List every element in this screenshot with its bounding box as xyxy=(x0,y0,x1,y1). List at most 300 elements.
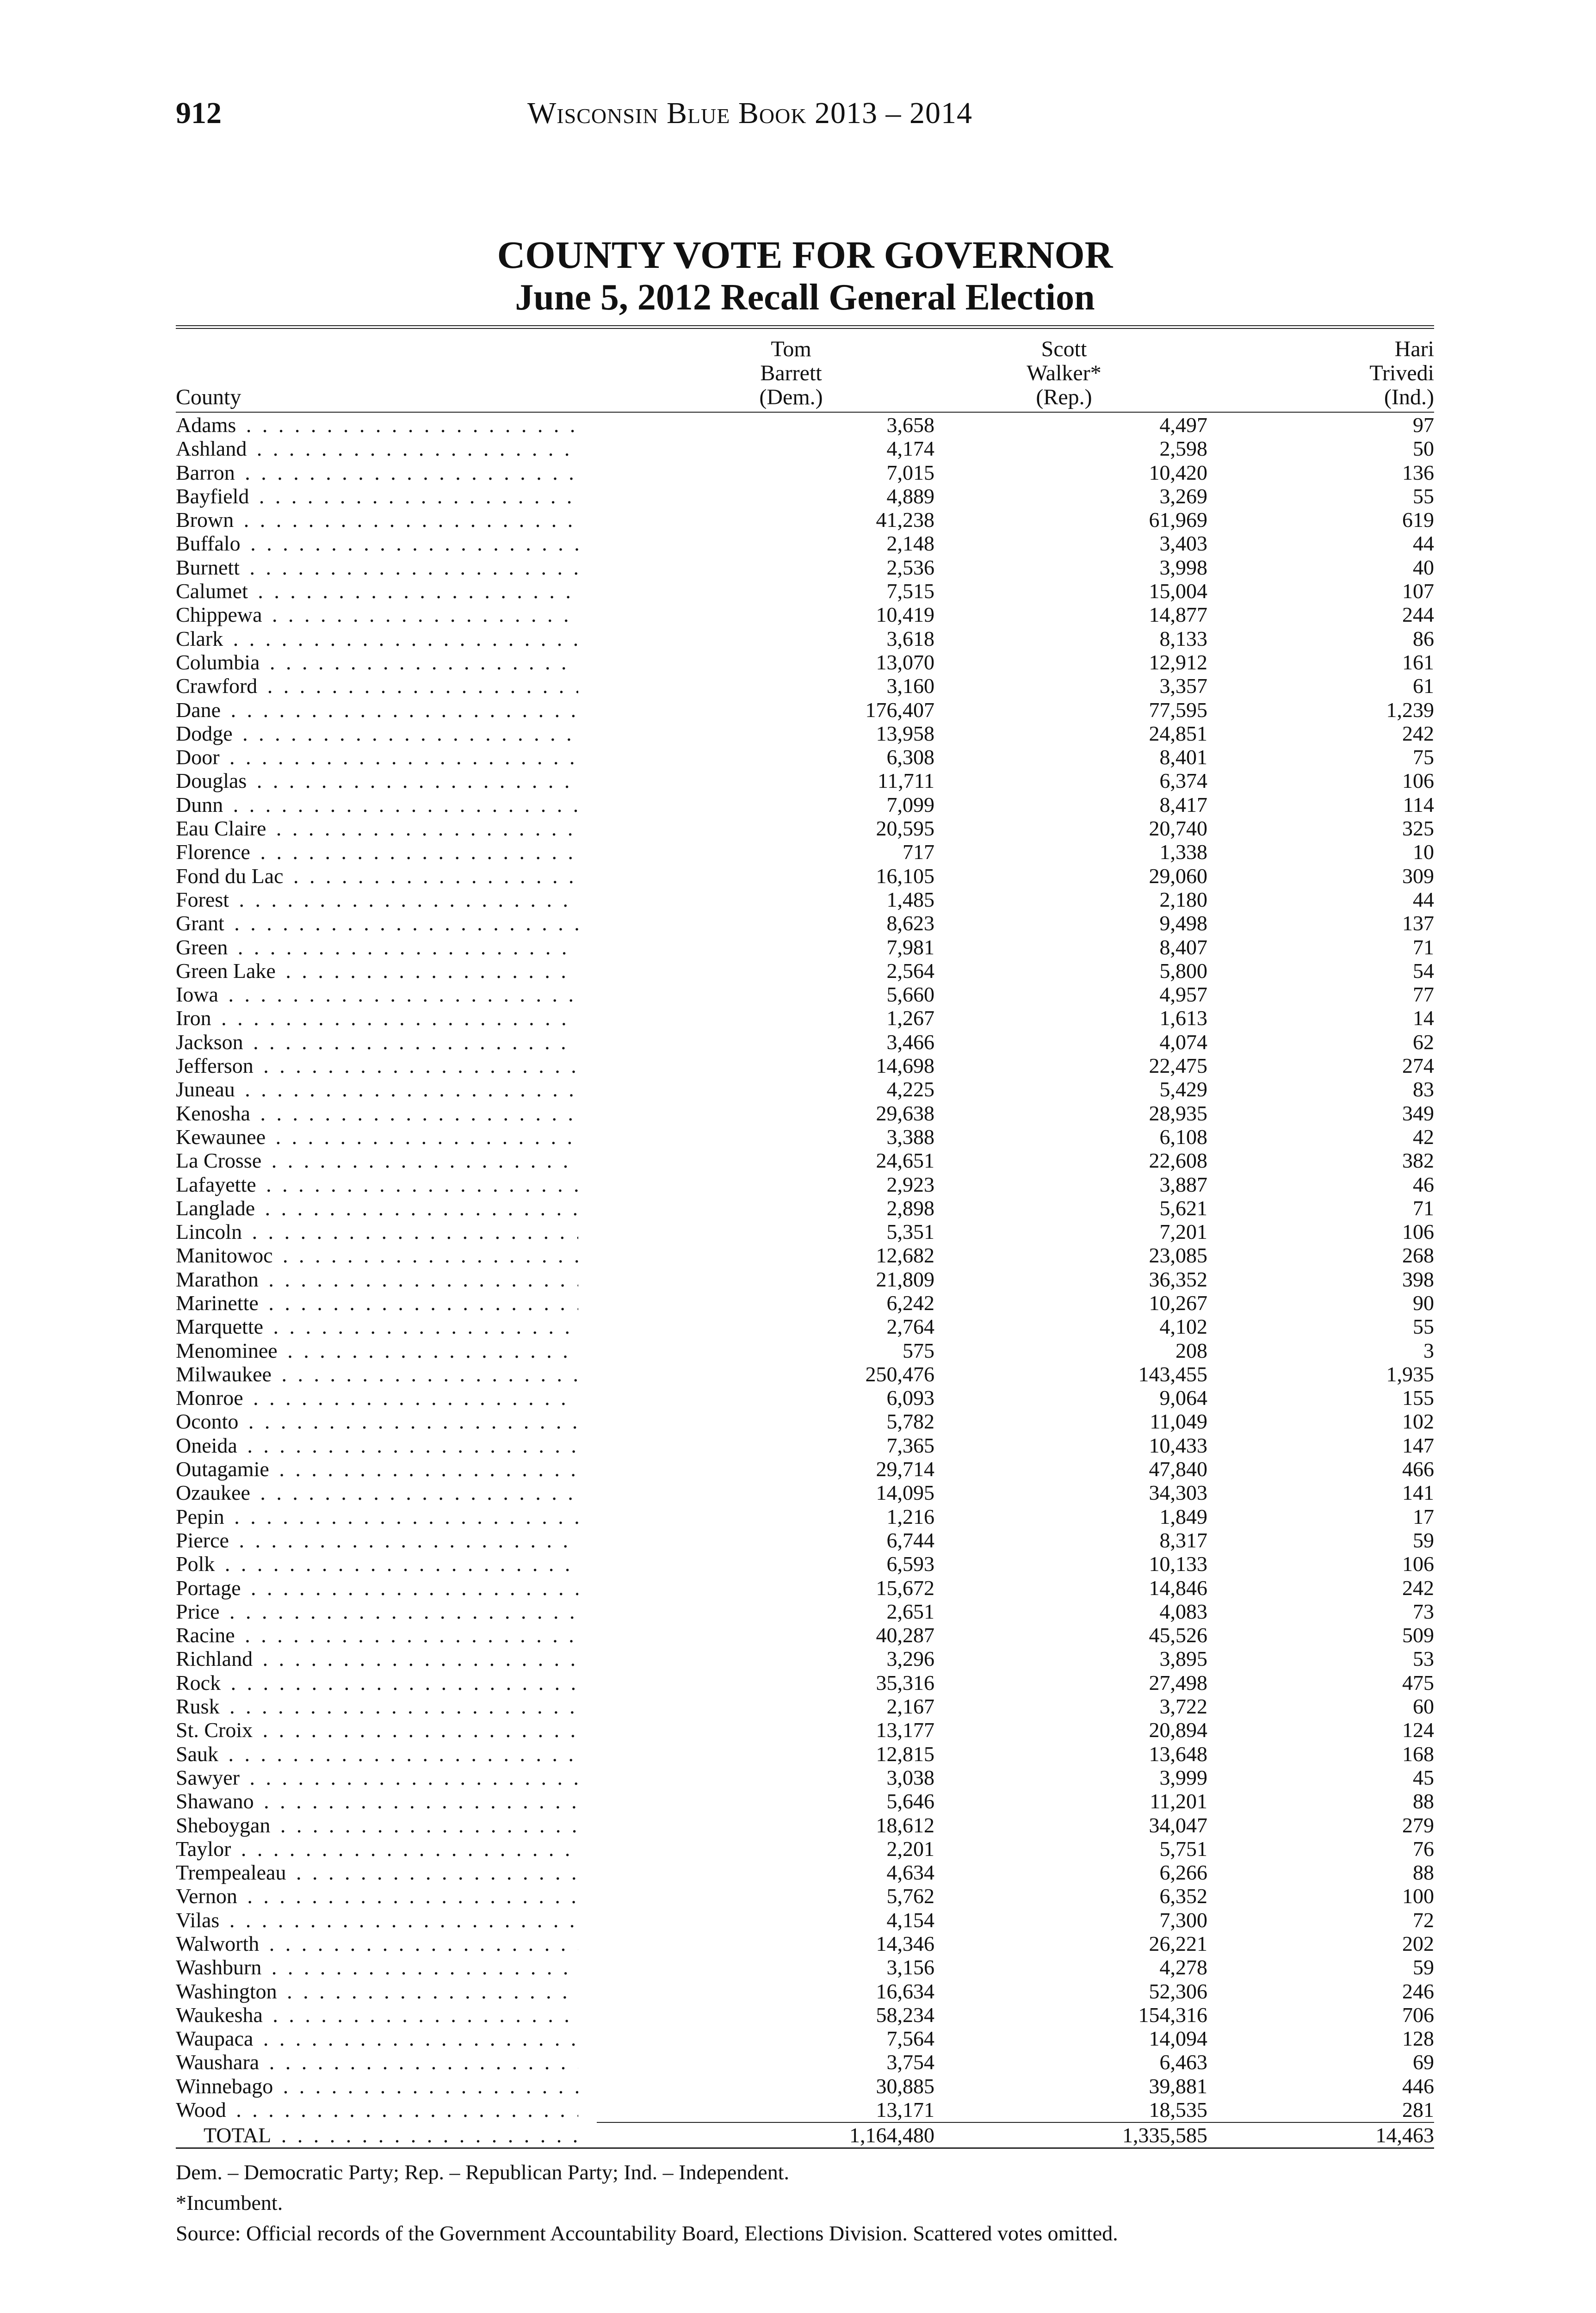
trivedi-votes: 124 xyxy=(1402,1718,1434,1742)
table-row xyxy=(176,793,1434,816)
trivedi-votes: 268 xyxy=(1402,1243,1434,1268)
trivedi-votes: 106 xyxy=(1402,1220,1434,1244)
county-cell: Columbia . . . xyxy=(176,650,578,674)
walker-votes: 4,074 xyxy=(1159,1030,1207,1054)
trivedi-votes: 71 xyxy=(1413,1196,1434,1220)
barrett-votes: 7,015 xyxy=(886,460,934,484)
barrett-votes: 3,038 xyxy=(886,1765,934,1789)
trivedi-votes: 147 xyxy=(1402,1433,1434,1457)
trivedi-votes: 88 xyxy=(1413,1789,1434,1813)
barrett-votes: 2,148 xyxy=(886,532,934,556)
table-row xyxy=(176,1718,1434,1742)
barrett-votes: 16,105 xyxy=(876,864,934,888)
barrett-votes: 3,618 xyxy=(886,626,934,650)
table-row xyxy=(176,1434,1434,1457)
walker-votes: 8,417 xyxy=(1159,792,1207,816)
barrett-votes: 5,762 xyxy=(886,1884,934,1908)
walker-votes: 6,352 xyxy=(1159,1884,1207,1908)
table-row xyxy=(176,1410,1434,1433)
county-cell: Rusk . . . xyxy=(176,1695,578,1718)
barrett-votes: 6,242 xyxy=(886,1291,934,1315)
trivedi-votes: 309 xyxy=(1402,864,1434,888)
barrett-votes: 13,177 xyxy=(876,1718,934,1742)
barrett-votes: 2,923 xyxy=(886,1172,934,1196)
table-row xyxy=(176,556,1434,579)
table-row xyxy=(176,1339,1434,1362)
barrett-votes: 6,744 xyxy=(886,1528,934,1552)
table-row xyxy=(176,1695,1434,1718)
county-cell: Burnett . . . xyxy=(176,556,578,579)
county-cell: Oconto . . . xyxy=(176,1410,578,1433)
footnotes xyxy=(176,2157,1434,2249)
walker-votes: 7,201 xyxy=(1159,1220,1207,1244)
county-cell: Wood . . . xyxy=(176,2098,578,2121)
walker-votes: 4,278 xyxy=(1159,1955,1207,1979)
trivedi-votes: 97 xyxy=(1413,413,1434,437)
county-cell: Walworth . . . xyxy=(176,1932,578,1955)
walker-votes: 8,317 xyxy=(1159,1528,1207,1552)
table-row xyxy=(176,508,1434,532)
county-cell: Lincoln . . . xyxy=(176,1220,578,1243)
total-label-cell: TOTAL . . . xyxy=(176,2123,578,2147)
barrett-votes: 2,536 xyxy=(886,555,934,579)
barrett-votes: 40,287 xyxy=(876,1623,934,1647)
county-cell: Portage . . . xyxy=(176,1576,578,1600)
trivedi-votes: 88 xyxy=(1413,1861,1434,1885)
table-row xyxy=(176,437,1434,460)
walker-votes: 4,497 xyxy=(1159,413,1207,437)
table-row xyxy=(176,840,1434,864)
table-row xyxy=(176,816,1434,840)
column-header-trivedi: Hari Trivedi (Ind.) xyxy=(1369,337,1434,409)
walker-votes: 6,463 xyxy=(1159,2050,1207,2074)
table-row xyxy=(176,1813,1434,1837)
walker-votes: 154,316 xyxy=(1138,2003,1207,2027)
barrett-votes: 4,154 xyxy=(886,1908,934,1932)
barrett-votes: 18,612 xyxy=(876,1813,934,1837)
trivedi-votes: 44 xyxy=(1413,532,1434,556)
walker-votes: 6,266 xyxy=(1159,1861,1207,1885)
barrett-votes: 14,698 xyxy=(876,1054,934,1078)
barrett-votes: 3,296 xyxy=(886,1647,934,1671)
table-row xyxy=(176,1362,1434,1386)
trivedi-votes: 141 xyxy=(1402,1481,1434,1505)
county-cell: Monroe . . . xyxy=(176,1386,578,1410)
county-cell: Milwaukee . . . xyxy=(176,1362,578,1386)
trivedi-votes: 40 xyxy=(1413,555,1434,579)
walker-votes: 27,498 xyxy=(1149,1670,1207,1695)
total-row xyxy=(176,2123,1434,2147)
trivedi-votes: 90 xyxy=(1413,1291,1434,1315)
barrett-votes: 6,093 xyxy=(886,1386,934,1410)
barrett-votes: 7,099 xyxy=(886,792,934,816)
county-cell: Door . . . xyxy=(176,745,578,769)
county-cell: Manitowoc . . . xyxy=(176,1243,578,1267)
trivedi-votes: 3 xyxy=(1423,1338,1434,1362)
county-cell: Waushara . . . xyxy=(176,2050,578,2074)
barrett-votes: 35,316 xyxy=(876,1670,934,1695)
walker-votes: 14,877 xyxy=(1149,603,1207,627)
footnote: Source: Official records of the Government Accountability Board, Elections Division. Scattered votes omitted. xyxy=(176,2221,1118,2245)
trivedi-votes: 73 xyxy=(1413,1599,1434,1623)
walker-votes: 8,407 xyxy=(1159,935,1207,959)
barrett-votes: 29,714 xyxy=(876,1457,934,1481)
barrett-votes: 24,651 xyxy=(876,1149,934,1173)
county-cell: Sauk . . . xyxy=(176,1742,578,1766)
walker-votes: 208 xyxy=(1175,1338,1207,1362)
county-cell: Clark . . . xyxy=(176,627,578,650)
walker-votes: 2,180 xyxy=(1159,887,1207,911)
county-cell: Shawano . . . xyxy=(176,1789,578,1813)
barrett-votes: 2,201 xyxy=(886,1837,934,1861)
barrett-votes: 4,225 xyxy=(886,1077,934,1101)
walker-votes: 39,881 xyxy=(1149,2074,1207,2098)
table-row xyxy=(176,1173,1434,1196)
table-row xyxy=(176,484,1434,508)
trivedi-votes: 446 xyxy=(1402,2074,1434,2098)
trivedi-votes: 44 xyxy=(1413,887,1434,911)
table-row xyxy=(176,674,1434,698)
table-row xyxy=(176,1528,1434,1552)
footnote: Dem. – Democratic Party; Rep. – Republican Party; Ind. – Independent. xyxy=(176,2160,789,2184)
barrett-votes: 15,672 xyxy=(876,1576,934,1600)
table-row xyxy=(176,2027,1434,2050)
walker-votes: 3,887 xyxy=(1159,1172,1207,1196)
table-row xyxy=(176,1125,1434,1149)
walker-votes: 12,912 xyxy=(1149,650,1207,674)
barrett-votes: 2,167 xyxy=(886,1695,934,1719)
walker-votes: 14,846 xyxy=(1149,1576,1207,1600)
table-row xyxy=(176,1268,1434,1291)
county-cell: Forest . . . xyxy=(176,888,578,911)
trivedi-votes: 62 xyxy=(1413,1030,1434,1054)
trivedi-votes: 349 xyxy=(1402,1101,1434,1125)
county-cell: Chippewa . . . xyxy=(176,603,578,626)
county-cell: Bayfield . . . xyxy=(176,484,578,508)
county-cell: Vilas . . . xyxy=(176,1908,578,1932)
barrett-votes: 16,634 xyxy=(876,1979,934,2003)
county-cell: Polk . . . xyxy=(176,1552,578,1576)
county-cell: Waupaca . . . xyxy=(176,2027,578,2050)
table-row xyxy=(176,413,1434,437)
barrett-votes: 2,764 xyxy=(886,1315,934,1339)
walker-votes: 4,957 xyxy=(1159,983,1207,1007)
walker-votes: 11,049 xyxy=(1150,1410,1207,1434)
footnote: *Incumbent. xyxy=(176,2190,283,2214)
barrett-votes: 30,885 xyxy=(876,2074,934,2098)
walker-votes: 8,133 xyxy=(1159,626,1207,650)
table-row xyxy=(176,1861,1434,1884)
table-row xyxy=(176,1481,1434,1504)
table-row xyxy=(176,1054,1434,1077)
barrett-votes: 58,234 xyxy=(876,2003,934,2027)
walker-votes: 36,352 xyxy=(1149,1267,1207,1291)
trivedi-votes: 619 xyxy=(1402,508,1434,532)
walker-votes: 5,751 xyxy=(1159,1837,1207,1861)
walker-votes: 20,740 xyxy=(1149,816,1207,841)
walker-votes: 15,004 xyxy=(1149,579,1207,603)
walker-votes: 22,608 xyxy=(1149,1149,1207,1173)
walker-votes: 6,374 xyxy=(1159,769,1207,793)
walker-votes: 4,102 xyxy=(1159,1315,1207,1339)
county-cell: Florence . . . xyxy=(176,840,578,864)
barrett-votes: 13,171 xyxy=(876,2098,934,2122)
county-cell: Washington . . . xyxy=(176,1979,578,2003)
county-cell: Marathon . . . xyxy=(176,1268,578,1291)
barrett-votes: 12,682 xyxy=(876,1243,934,1268)
county-cell: Pierce . . . xyxy=(176,1528,578,1552)
table-row xyxy=(176,1884,1434,1908)
barrett-votes: 4,634 xyxy=(886,1861,934,1885)
barrett-votes: 13,070 xyxy=(876,650,934,674)
trivedi-votes: 168 xyxy=(1402,1742,1434,1766)
barrett-votes: 250,476 xyxy=(865,1362,934,1386)
trivedi-votes: 72 xyxy=(1413,1908,1434,1932)
walker-votes: 10,433 xyxy=(1149,1433,1207,1457)
trivedi-votes: 128 xyxy=(1402,2027,1434,2051)
trivedi-votes: 14 xyxy=(1413,1006,1434,1030)
trivedi-votes: 202 xyxy=(1402,1932,1434,1955)
walker-votes: 11,201 xyxy=(1150,1789,1207,1813)
county-cell: Eau Claire . . . xyxy=(176,816,578,840)
trivedi-votes: 281 xyxy=(1402,2098,1434,2122)
table-row xyxy=(176,1006,1434,1030)
walker-votes: 34,303 xyxy=(1149,1481,1207,1505)
column-header-county: County xyxy=(176,385,241,409)
trivedi-votes: 1,935 xyxy=(1386,1362,1434,1386)
county-cell: Iowa . . . xyxy=(176,983,578,1006)
table-row xyxy=(176,983,1434,1006)
table-row xyxy=(176,1837,1434,1861)
barrett-votes: 717 xyxy=(903,840,934,864)
trivedi-votes: 102 xyxy=(1402,1410,1434,1434)
trivedi-votes: 59 xyxy=(1413,1955,1434,1979)
barrett-votes: 5,351 xyxy=(886,1220,934,1244)
table-row xyxy=(176,935,1434,959)
barrett-votes: 7,981 xyxy=(886,935,934,959)
walker-votes: 13,648 xyxy=(1149,1742,1207,1766)
trivedi-votes: 398 xyxy=(1402,1267,1434,1291)
trivedi-votes: 107 xyxy=(1402,579,1434,603)
table-row xyxy=(176,1671,1434,1695)
county-cell: Pepin . . . xyxy=(176,1505,578,1528)
walker-votes: 8,401 xyxy=(1159,745,1207,769)
trivedi-votes: 69 xyxy=(1413,2050,1434,2074)
walker-votes: 4,083 xyxy=(1159,1599,1207,1623)
trivedi-votes: 50 xyxy=(1413,437,1434,461)
trivedi-votes: 46 xyxy=(1413,1172,1434,1196)
walker-votes: 3,403 xyxy=(1159,532,1207,556)
county-cell: Juneau . . . xyxy=(176,1077,578,1101)
county-cell: Price . . . xyxy=(176,1600,578,1623)
trivedi-votes: 382 xyxy=(1402,1149,1434,1173)
walker-votes: 77,595 xyxy=(1149,698,1207,722)
table-row xyxy=(176,745,1434,769)
county-cell: Buffalo . . . xyxy=(176,532,578,555)
county-cell: Washburn . . . xyxy=(176,1955,578,1979)
walker-votes: 28,935 xyxy=(1149,1101,1207,1125)
table-row xyxy=(176,769,1434,792)
county-cell: Jefferson . . . xyxy=(176,1054,578,1077)
trivedi-votes: 114 xyxy=(1403,792,1434,816)
walker-votes: 9,064 xyxy=(1159,1386,1207,1410)
walker-votes: 7,300 xyxy=(1159,1908,1207,1932)
walker-votes: 3,357 xyxy=(1159,674,1207,698)
county-cell: Taylor . . . xyxy=(176,1837,578,1861)
barrett-votes: 11,711 xyxy=(877,769,934,793)
table-row xyxy=(176,1576,1434,1600)
barrett-votes: 3,658 xyxy=(886,413,934,437)
barrett-votes: 3,466 xyxy=(886,1030,934,1054)
barrett-votes: 29,638 xyxy=(876,1101,934,1125)
header-bottom-rule xyxy=(176,412,1434,413)
running-head: Wisconsin Blue Book 2013 – 2014 xyxy=(527,96,973,130)
trivedi-votes: 61 xyxy=(1413,674,1434,698)
walker-votes: 3,895 xyxy=(1159,1647,1207,1671)
trivedi-votes: 466 xyxy=(1402,1457,1434,1481)
trivedi-votes: 100 xyxy=(1402,1884,1434,1908)
county-cell: Ozaukee . . . xyxy=(176,1481,578,1504)
county-cell: Kewaunee . . . xyxy=(176,1125,578,1149)
county-cell: Marquette . . . xyxy=(176,1315,578,1338)
trivedi-votes: 509 xyxy=(1402,1623,1434,1647)
walker-votes: 10,133 xyxy=(1149,1552,1207,1576)
walker-votes: 52,306 xyxy=(1149,1979,1207,2003)
barrett-votes: 5,782 xyxy=(886,1410,934,1434)
county-cell: Dodge . . . xyxy=(176,722,578,745)
page-number: 912 xyxy=(176,96,222,130)
trivedi-votes: 242 xyxy=(1402,721,1434,745)
county-cell: Sawyer . . . xyxy=(176,1766,578,1789)
table-row xyxy=(176,1315,1434,1338)
table-row xyxy=(176,1600,1434,1623)
walker-votes: 18,535 xyxy=(1149,2098,1207,2122)
barrett-votes: 6,593 xyxy=(886,1552,934,1576)
trivedi-votes: 76 xyxy=(1413,1837,1434,1861)
trivedi-votes: 86 xyxy=(1413,626,1434,650)
county-cell: Rock . . . xyxy=(176,1671,578,1695)
barrett-votes: 14,095 xyxy=(876,1481,934,1505)
table-row xyxy=(176,959,1434,983)
walker-votes: 6,108 xyxy=(1159,1125,1207,1149)
trivedi-votes: 1,239 xyxy=(1386,698,1434,722)
county-cell: Ashland . . . xyxy=(176,437,578,460)
barrett-votes: 1,216 xyxy=(886,1504,934,1528)
table-row xyxy=(176,1030,1434,1054)
trivedi-votes: 475 xyxy=(1402,1670,1434,1695)
barrett-votes: 10,419 xyxy=(876,603,934,627)
county-cell: Jackson . . . xyxy=(176,1030,578,1054)
barrett-votes: 21,809 xyxy=(876,1267,934,1291)
trivedi-votes: 55 xyxy=(1413,1315,1434,1339)
trivedi-votes: 242 xyxy=(1402,1576,1434,1600)
walker-votes: 1,613 xyxy=(1159,1006,1207,1030)
table-row xyxy=(176,1742,1434,1766)
county-cell: Crawford . . . xyxy=(176,674,578,698)
county-cell: Vernon . . . xyxy=(176,1884,578,1908)
walker-votes: 5,621 xyxy=(1159,1196,1207,1220)
trivedi-votes: 136 xyxy=(1402,460,1434,484)
trivedi-votes: 53 xyxy=(1413,1647,1434,1671)
county-cell: Barron . . . xyxy=(176,461,578,484)
trivedi-votes: 155 xyxy=(1402,1386,1434,1410)
trivedi-votes: 274 xyxy=(1402,1054,1434,1078)
county-cell: St. Croix . . . xyxy=(176,1718,578,1742)
barrett-votes: 4,889 xyxy=(886,484,934,508)
county-cell: Marinette . . . xyxy=(176,1291,578,1315)
barrett-votes: 3,156 xyxy=(886,1955,934,1979)
walker-votes: 9,498 xyxy=(1159,911,1207,935)
table-row xyxy=(176,1101,1434,1125)
barrett-votes: 1,267 xyxy=(886,1006,934,1030)
barrett-votes: 6,308 xyxy=(886,745,934,769)
barrett-votes: 7,564 xyxy=(886,2027,934,2051)
county-cell: Calumet . . . xyxy=(176,579,578,603)
table-row xyxy=(176,627,1434,650)
trivedi-votes: 59 xyxy=(1413,1528,1434,1552)
trivedi-votes: 325 xyxy=(1402,816,1434,841)
column-header-barrett: Tom Barrett (Dem.) xyxy=(759,337,823,409)
barrett-votes: 2,651 xyxy=(886,1599,934,1623)
table-row xyxy=(176,1149,1434,1172)
walker-votes: 45,526 xyxy=(1149,1623,1207,1647)
table-row xyxy=(176,1196,1434,1220)
barrett-votes: 7,365 xyxy=(886,1433,934,1457)
table-row xyxy=(176,1291,1434,1315)
barrett-votes: 7,515 xyxy=(886,579,934,603)
county-cell: Brown . . . xyxy=(176,508,578,532)
barrett-votes: 2,564 xyxy=(886,959,934,983)
county-cell: Outagamie . . . xyxy=(176,1457,578,1481)
table-row xyxy=(176,2098,1434,2121)
county-cell: Sheboygan . . . xyxy=(176,1813,578,1837)
table-row xyxy=(176,888,1434,911)
walker-votes: 10,420 xyxy=(1149,460,1207,484)
table-header xyxy=(176,331,1434,409)
county-cell: Dunn . . . xyxy=(176,793,578,816)
county-cell: Oneida . . . xyxy=(176,1434,578,1457)
county-cell: Iron . . . xyxy=(176,1006,578,1030)
barrett-votes: 176,407 xyxy=(865,698,934,722)
trivedi-votes: 161 xyxy=(1402,650,1434,674)
trivedi-votes: 60 xyxy=(1413,1695,1434,1719)
trivedi-votes: 706 xyxy=(1402,2003,1434,2027)
barrett-votes: 3,388 xyxy=(886,1125,934,1149)
trivedi-total: 14,463 xyxy=(1375,2123,1434,2147)
barrett-votes: 8,623 xyxy=(886,911,934,935)
county-cell: Fond du Lac . . . xyxy=(176,864,578,888)
trivedi-votes: 246 xyxy=(1402,1979,1434,2003)
walker-votes: 3,269 xyxy=(1159,484,1207,508)
walker-votes: 47,840 xyxy=(1149,1457,1207,1481)
table-row xyxy=(176,650,1434,674)
barrett-votes: 5,660 xyxy=(886,983,934,1007)
table-row xyxy=(176,1623,1434,1647)
county-cell: Green . . . xyxy=(176,935,578,959)
trivedi-votes: 71 xyxy=(1413,935,1434,959)
table-row xyxy=(176,1457,1434,1481)
barrett-votes: 4,174 xyxy=(886,437,934,461)
walker-votes: 20,894 xyxy=(1149,1718,1207,1742)
walker-votes: 143,455 xyxy=(1138,1362,1207,1386)
table-row xyxy=(176,1386,1434,1410)
walker-votes: 34,047 xyxy=(1149,1813,1207,1837)
barrett-votes: 12,815 xyxy=(876,1742,934,1766)
table-row xyxy=(176,1979,1434,2003)
trivedi-votes: 54 xyxy=(1413,959,1434,983)
walker-votes: 22,475 xyxy=(1149,1054,1207,1078)
table-row xyxy=(176,532,1434,555)
